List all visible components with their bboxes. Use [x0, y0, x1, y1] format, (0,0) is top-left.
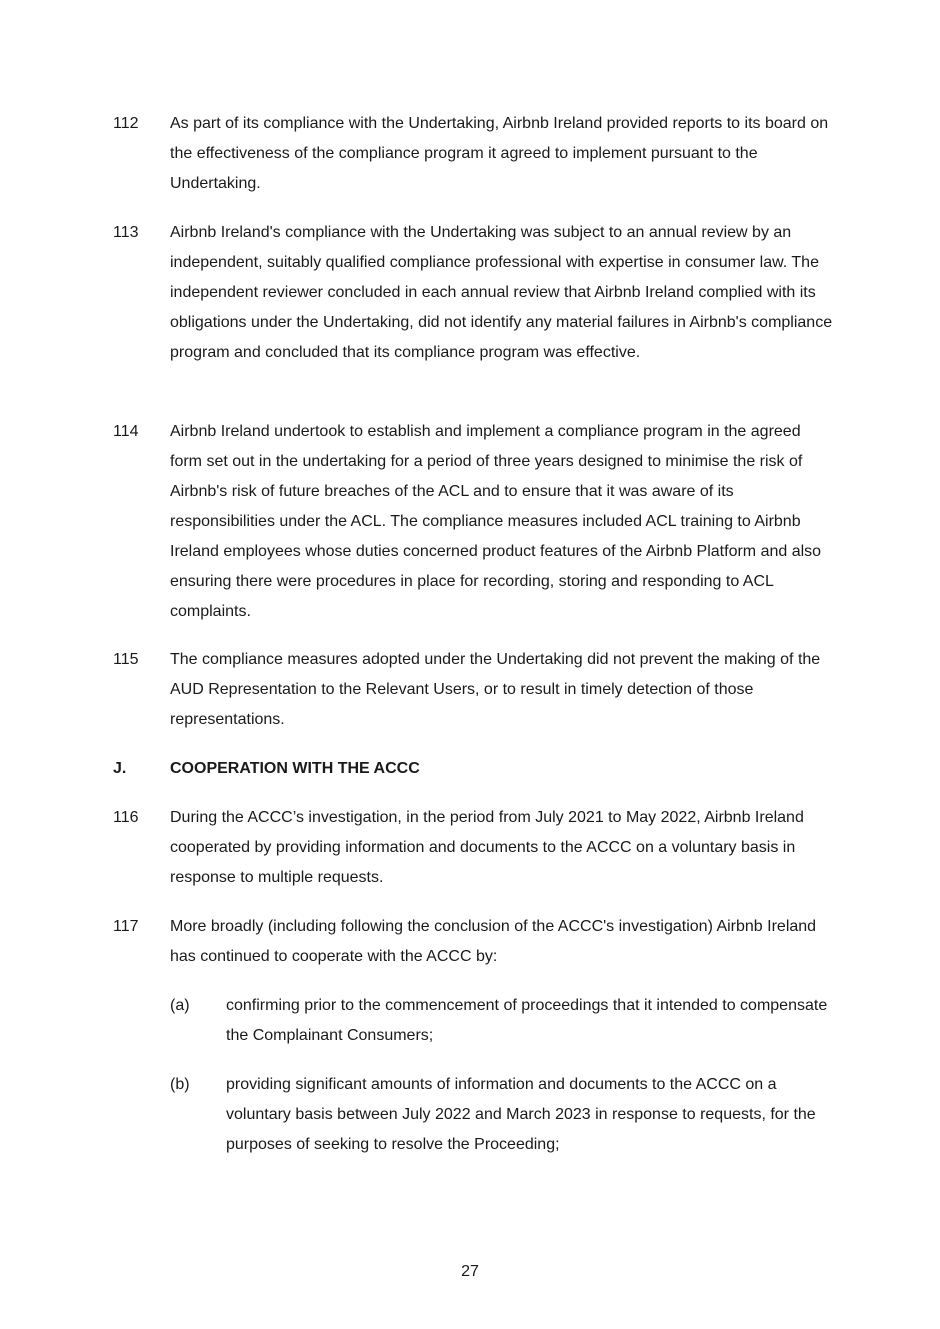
section-title: COOPERATION WITH THE ACCC [170, 760, 420, 777]
paragraph-116 [113, 803, 833, 893]
subparagraph-label: (b) [170, 1076, 190, 1093]
paragraph-number: 116 [113, 809, 139, 826]
paragraph-number: 117 [113, 918, 139, 935]
subparagraph-b [170, 1070, 835, 1160]
subparagraph-text: confirming prior to the commencement of proceedings that it intended to compensate the Complainant Consumers; [226, 997, 828, 1044]
paragraph-number: 112 [113, 115, 139, 132]
subparagraph-text: providing significant amounts of information and documents to the ACCC on a voluntary basis between July 2022 and March 2023 in response to requests, for the purposes of seeking to resolve the Proceeding; [226, 1076, 816, 1153]
paragraph-112 [113, 109, 833, 199]
paragraph-117 [113, 912, 833, 972]
paragraph-113 [113, 218, 833, 368]
section-heading [113, 754, 833, 784]
paragraph-text: Airbnb Ireland's compliance with the Undertaking was subject to an annual review by an independent, suitably qualified compliance professional with expertise in consumer law. The independent reviewer concluded in each annual review that Airbnb Ireland complied with its obligations under the Undertaking, did not identify any material failures in Airbnb's compliance program and concluded that its compliance program was effective. [170, 224, 833, 361]
paragraph-text: Airbnb Ireland undertook to establish and implement a compliance program in the agreed form set out in the undertaking for a period of three years designed to minimise the risk of Airbnb's risk of future breaches of the ACL and to ensure that it was aware of its responsibilities under the ACL. The compliance measures included ACL training to Airbnb Ireland employees whose duties concerned product features of the Airbnb Platform and also ensuring there were procedures in place for recording, storing and responding to ACL complaints. [170, 423, 822, 620]
subparagraph-label: (a) [170, 997, 190, 1014]
paragraph-text: During the ACCC’s investigation, in the period from July 2021 to May 2022, Airbnb Ireland cooperated by providing information and documents to the ACCC on a voluntary basis in response to multiple requests. [170, 809, 804, 886]
paragraph-text: More broadly (including following the conclusion of the ACCC's investigation) Airbnb Ireland has continued to cooperate with the ACCC by: [170, 918, 817, 965]
subparagraph-a [170, 991, 835, 1051]
paragraph-number: 113 [113, 224, 139, 241]
paragraph-text: The compliance measures adopted under the Undertaking did not prevent the making of the AUD Representation to the Relevant Users, or to result in timely detection of those representations. [170, 651, 821, 728]
paragraph-number: 115 [113, 651, 139, 668]
section-letter: J. [113, 760, 127, 777]
paragraph-number: 114 [113, 423, 139, 440]
paragraph-114 [113, 417, 833, 627]
paragraph-115 [113, 645, 833, 735]
paragraph-text: As part of its compliance with the Undertaking, Airbnb Ireland provided reports to its board on the effectiveness of the compliance program it agreed to implement pursuant to the Undertaking. [170, 115, 829, 192]
page-number: 27 [461, 1263, 479, 1280]
